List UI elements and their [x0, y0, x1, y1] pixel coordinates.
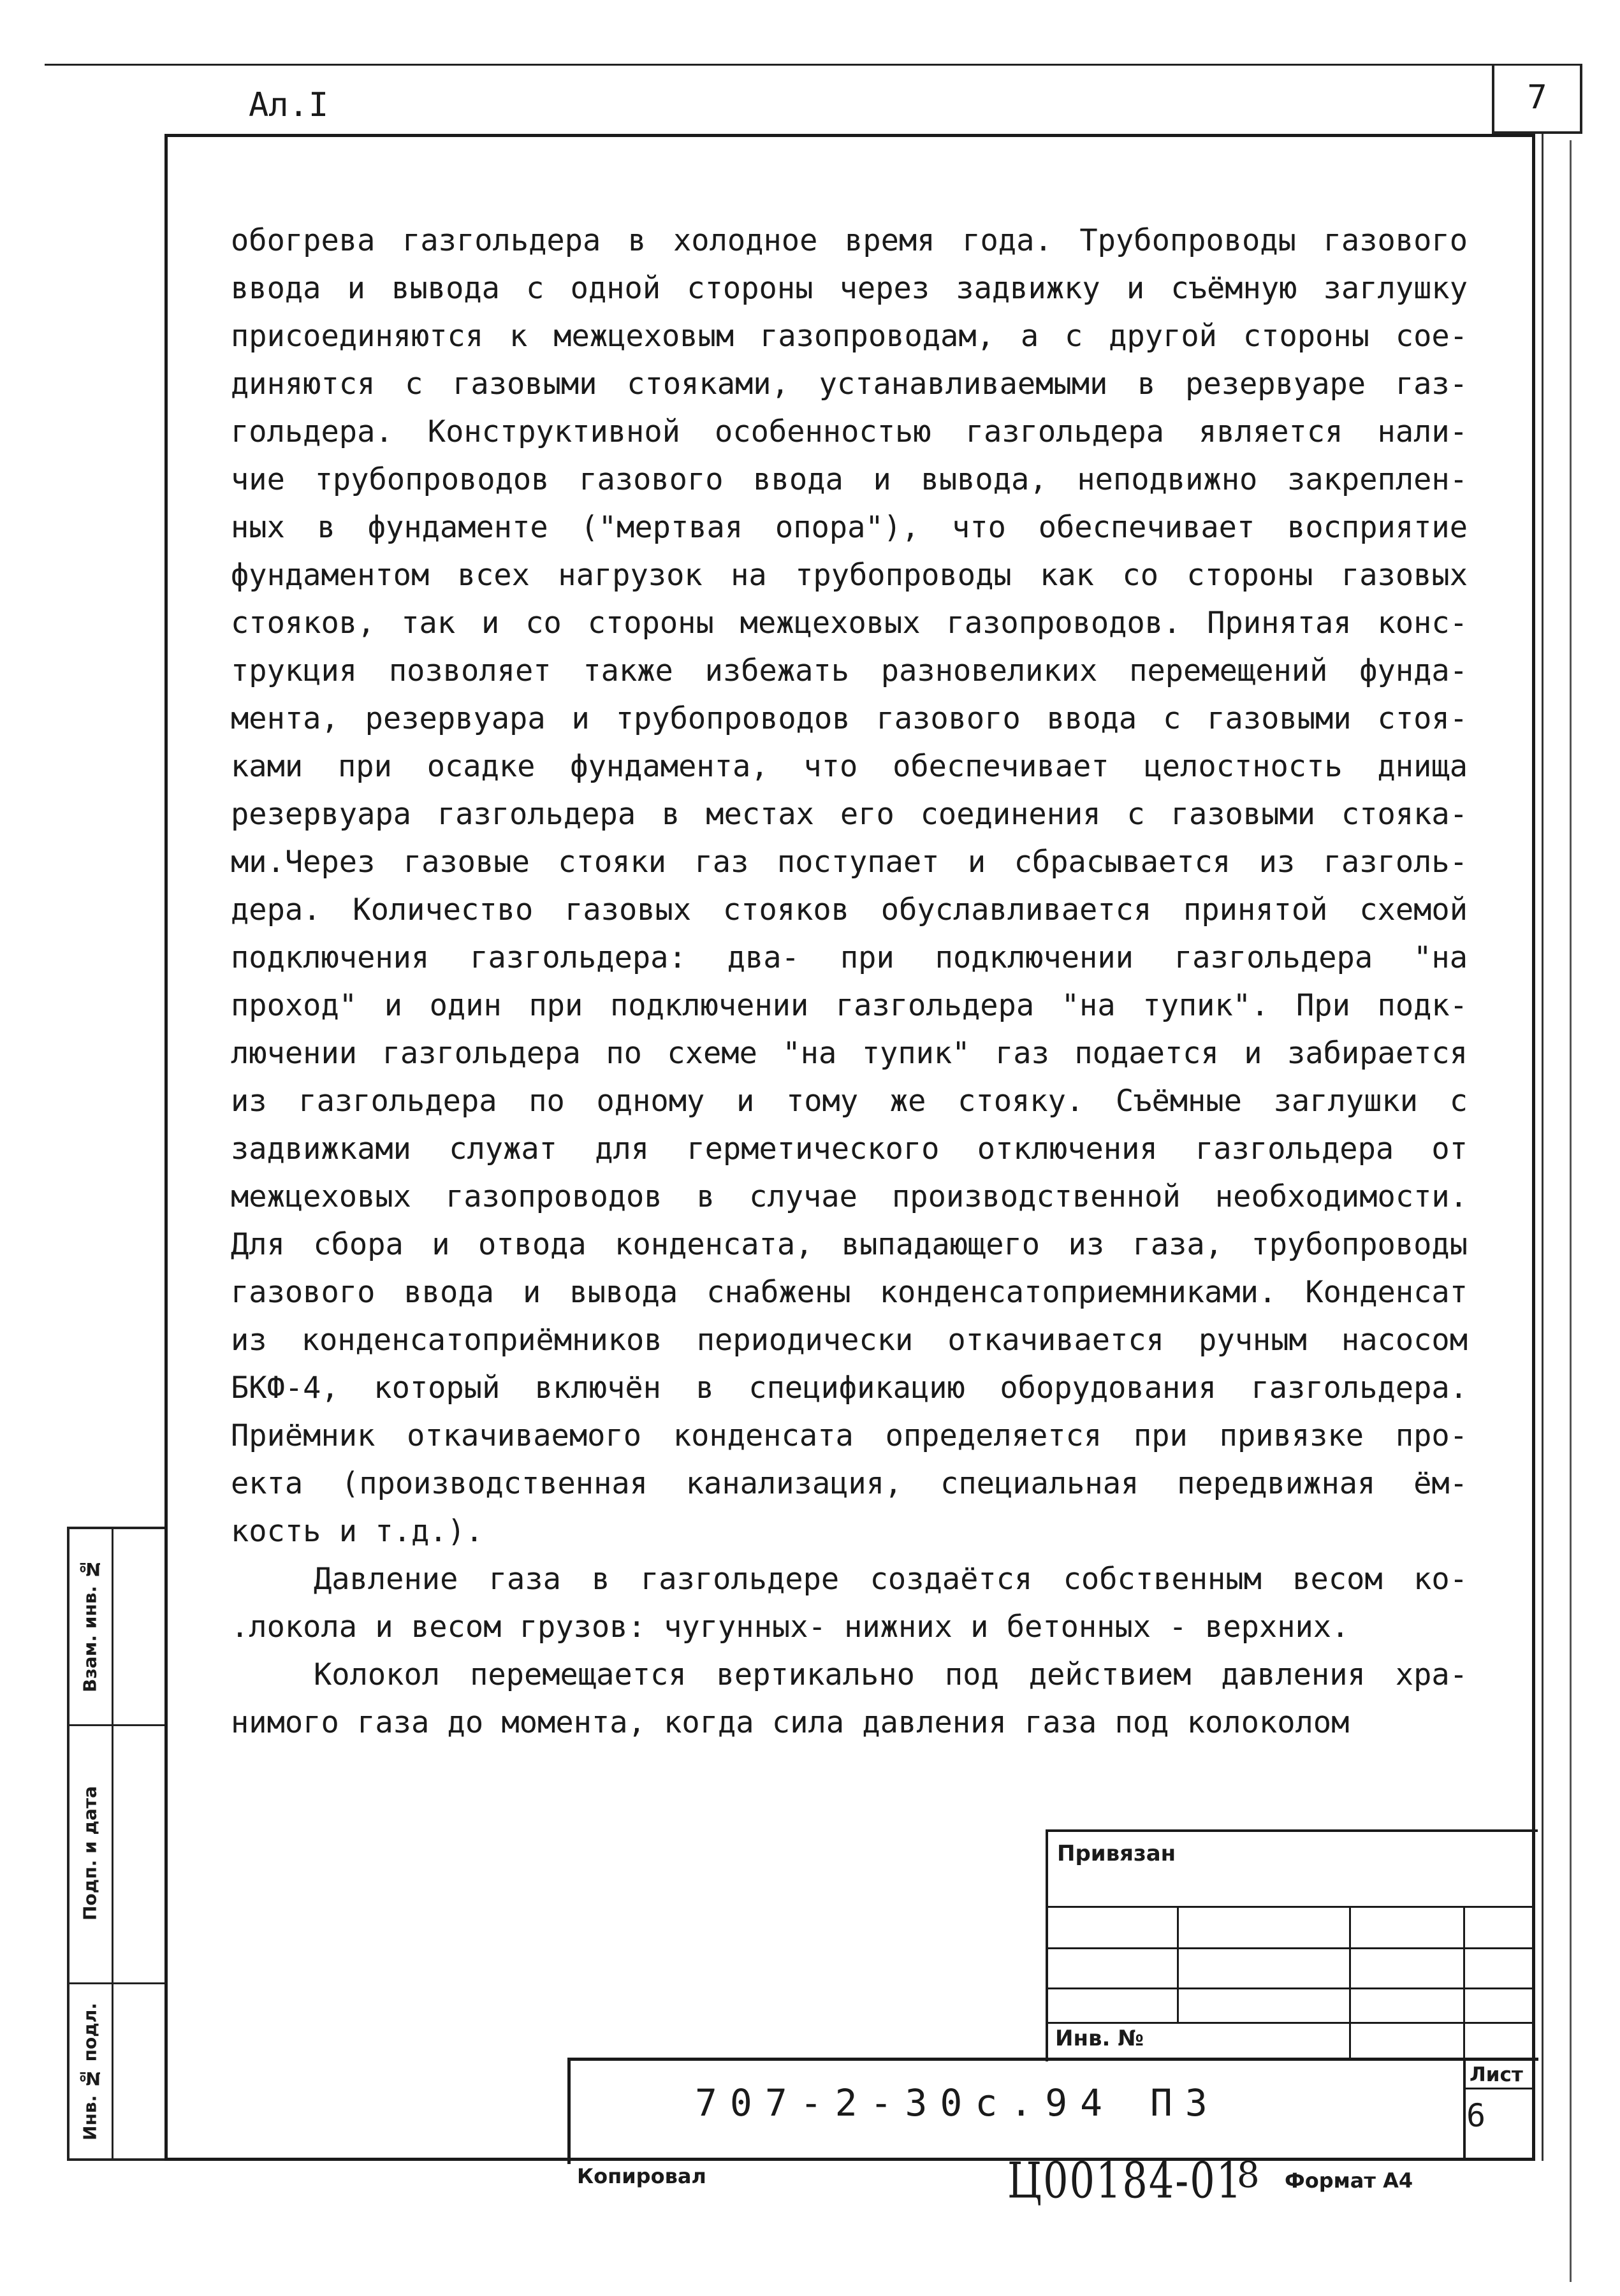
- text-line: Для сбора и отвода конденсата, выпадающего из газа, трубопроводы: [231, 1227, 1468, 1262]
- side-stamp-divider: [112, 1527, 113, 2161]
- text-line: нимого газа до момента, когда сила давления газа под колоколом: [231, 1705, 1350, 1740]
- text-line: обогрева газгольдера в холодное время года. Трубопроводы газового: [231, 223, 1468, 258]
- text-line: мента, резервуара и трубопроводов газового ввода с газовыми стоя-: [231, 701, 1468, 736]
- title-block-rule: [1046, 1987, 1535, 1989]
- text-line: БКФ-4, который включён в спецификацию оборудования газгольдера.: [231, 1370, 1468, 1406]
- text-line: ми.Через газовые стояки газ поступает и сбрасывается из газголь-: [231, 845, 1468, 880]
- text-line: Давление газа в газгольдере создаётся собственным весом ко-: [314, 1562, 1468, 1597]
- title-block-rule: [1046, 1906, 1535, 1908]
- kopiroval-label: Копировал: [577, 2164, 706, 2188]
- title-block-divider: [1349, 1906, 1351, 2059]
- side-stamp-rule: [67, 1724, 164, 1726]
- format-label: Формат А4: [1285, 2169, 1413, 2193]
- sheet-label: Ал.I: [249, 86, 329, 124]
- sheet-number: 6: [1466, 2097, 1486, 2134]
- side-stamp-rule: [67, 1982, 164, 1984]
- text-line: гольдера. Конструктивной особенностью газгольдера является нали-: [231, 414, 1468, 449]
- text-line: межцеховых газопроводов в случае производственной необходимости.: [231, 1179, 1468, 1214]
- paragraph-1: [231, 217, 1468, 1555]
- text-line: екта (производственная канализация, специальная передвижная ём-: [231, 1466, 1468, 1501]
- title-block-divider: [1463, 1906, 1465, 2059]
- text-line: ввода и вывода с одной стороны через задвижку и съёмную заглушку: [231, 271, 1468, 306]
- text-line: ками при осадке фундамента, что обеспечивает целостность днища: [231, 749, 1468, 784]
- text-line: присоединяются к межцеховым газопроводам, а с другой стороны сое-: [231, 319, 1468, 354]
- title-block-divider: [1177, 1906, 1179, 2022]
- text-line: Приёмник откачиваемого конденсата определяется при привязке про-: [231, 1418, 1468, 1453]
- text-line: .локола и весом грузов: чугунных- нижних и бетонных - верхних.: [231, 1609, 1350, 1645]
- page-number: 7: [1492, 64, 1582, 134]
- text-line: резервуара газгольдера в местах его соединения с газовыми стояка-: [231, 797, 1468, 832]
- document-code: 707-2-30с.94 ПЗ: [695, 2081, 1220, 2125]
- frame-outer-edge-line: [1570, 140, 1572, 2282]
- text-line: диняются с газовыми стояками, устанавливаемыми в резервуаре газ-: [231, 367, 1468, 402]
- vzam-inv-label: Взам. инв. №: [79, 1559, 101, 1692]
- text-line: ных в фундаменте ("мертвая опора"), что обеспечивает восприятие: [231, 510, 1468, 545]
- text-line: газового ввода и вывода снабжены конденсатоприемниками. Конденсат: [231, 1275, 1468, 1310]
- inv-podl-label: Инв. № подл.: [79, 2003, 101, 2140]
- top-rule: [45, 64, 1530, 66]
- handwritten-page: 8: [1237, 2154, 1260, 2196]
- title-block-rule: [1463, 2088, 1535, 2089]
- text-line: кость и т.д.).: [231, 1514, 484, 1549]
- title-block-rule: [1046, 1947, 1535, 1949]
- text-line: Колокол перемещается вертикально под действием давления хра-: [314, 1657, 1468, 1692]
- text-line: чие трубопроводов газового ввода и вывода, неподвижно закреплен-: [231, 462, 1468, 497]
- privyazan-label: Привязан: [1057, 1841, 1176, 1866]
- list-label: Лист: [1470, 2063, 1523, 2086]
- text-line: дера. Количество газовых стояков обуславливается принятой схемой: [231, 892, 1468, 927]
- paragraph-3: [231, 1651, 1468, 1747]
- frame-edge-line: [1542, 134, 1543, 2161]
- text-line: проход" и один при подключении газгольдера "на тупик". При подк-: [231, 988, 1468, 1023]
- paragraph-2: [231, 1555, 1468, 1651]
- text-line: трукция позволяет также избежать разновеликих перемещений фунда-: [231, 653, 1468, 688]
- text-line: подключения газгольдера: два- при подключении газгольдера "на: [231, 940, 1468, 975]
- title-block-divider: [1463, 2058, 1466, 2161]
- text-line: из конденсатоприёмников периодически откачивается ручным насосом: [231, 1323, 1468, 1358]
- text-line: лючении газгольдера по схеме "на тупик" газ подается и забирается: [231, 1036, 1468, 1071]
- title-block-rule: [1046, 2022, 1535, 2024]
- text-line: стояков, так и со стороны межцеховых газопроводов. Принятая конс-: [231, 606, 1468, 641]
- handwritten-code: Ц00184-01: [1007, 2151, 1243, 2210]
- body-text: [231, 217, 1468, 1747]
- podp-data-label: Подп. и дата: [79, 1786, 101, 1921]
- text-line: фундаментом всех нагрузок на трубопроводы как со стороны газовых: [231, 558, 1468, 593]
- text-line: задвижками служат для герметического отключения газгольдера от: [231, 1131, 1468, 1166]
- inv-no-label: Инв. №: [1055, 2026, 1144, 2051]
- text-line: из газгольдера по одному и тому же стояку. Съёмные заглушки с: [231, 1084, 1468, 1119]
